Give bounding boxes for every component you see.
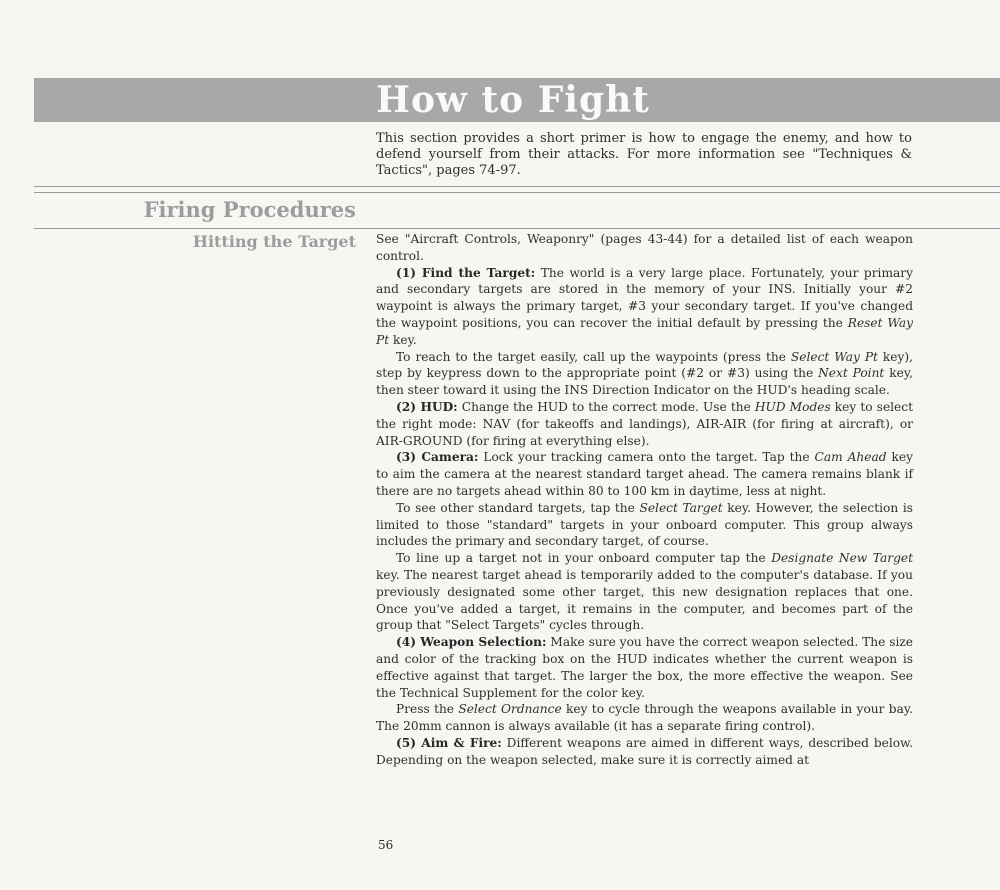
paragraph: (5) Aim & Fire: Different weapons are aimed in different ways, described below. Depending on the weapon selected, make sure it is correctly aimed at — [376, 735, 913, 767]
key-name: Cam Ahead — [814, 450, 887, 465]
paragraph: Press the Select Ordnance key to cycle through the weapons available in your bay. The 20mm cannon is always available (it has a separate firing control). — [376, 702, 913, 734]
key-name: Select Ordnance — [458, 702, 562, 717]
step-label: (2) HUD: — [396, 399, 458, 414]
paragraph: See "Aircraft Controls, Weaponry" (pages 43-44) for a detailed list of each weapon control. — [376, 232, 913, 263]
paragraph: (3) Camera: Lock your tracking camera onto the target. Tap the Cam Ahead key to aim the camera at the nearest standard target ahead. The camera remains blank if there are no targets ahead within 80 to 100 km in daytime, less at night. — [376, 450, 913, 498]
step-label: (4) Weapon Selection: — [396, 635, 547, 650]
key-name: Reset Way Pt — [376, 315, 913, 347]
key-name: Select Target — [639, 500, 723, 515]
body-text — [376, 231, 913, 769]
intro-paragraph: This section provides a short primer is how to engage the enemy, and how to defend yourself from their attacks. For more information see "Techniques & Tactics", pages 74-97. — [376, 131, 912, 178]
subsection-heading: Hitting the Target — [192, 232, 356, 251]
step-label: (3) Camera: — [396, 450, 479, 465]
divider-rule — [34, 228, 1000, 229]
paragraph: To reach to the target easily, call up the waypoints (press the Select Way Pt key), step by keypress down to the appropriate point (#2 or #3) using the Next Point key, then steer toward it using the INS Direction Indicator on the HUD's heading scale. — [376, 349, 914, 398]
paragraph: To line up a target not in your onboard computer tap the Designate New Target key. The nearest target ahead is temporarily added to the computer's database. If you previously designated some other target, this new designation replaces that one. Once you've added a target, it remains in the computer, and becomes part of the group that "Select Targets" cycles through. — [376, 551, 913, 633]
page-title: How to Fight — [376, 79, 650, 121]
key-name: Designate New Target — [771, 551, 913, 566]
paragraph: (2) HUD: Change the HUD to the correct mode. Use the HUD Modes key to select the right mode: NAV (for takeoffs and landings), AIR-AIR (for firing at aircraft), or AIR-GROUND (for firing at everything else). — [376, 399, 913, 448]
divider-rule — [34, 192, 1000, 193]
key-name: Select Way Pt — [790, 349, 878, 364]
paragraph: To see other standard targets, tap the Select Target key. However, the selection is limited to those "standard" targets in your onboard computer. This group always includes the primary and secondary target, of course. — [376, 500, 913, 549]
divider-rule — [34, 186, 1000, 187]
section-heading: Firing Procedures — [143, 197, 356, 222]
key-name: HUD Modes — [754, 399, 831, 414]
key-name: Next Point — [818, 366, 885, 381]
paragraph: (1) Find the Target: The world is a very large place. Fortunately, your primary and secondary targets are stored in the memory of your INS. Initially your #2 waypoint is always the primary target, #3 your secondary target. If you've changed the waypoint positions, you can recover the initial default by pressing the Reset Way Pt key. — [376, 265, 913, 347]
step-label: (1) Find the Target: — [396, 265, 536, 280]
paragraph: (4) Weapon Selection: Make sure you have the correct weapon selected. The size and color of the tracking box on the HUD indicates whether the current weapon is effective against that target. The larger the box, the more effective the weapon. See the Technical Supplement for the color key. — [376, 635, 913, 700]
step-label: (5) Aim & Fire: — [396, 735, 502, 750]
page-number: 56 — [378, 838, 394, 852]
